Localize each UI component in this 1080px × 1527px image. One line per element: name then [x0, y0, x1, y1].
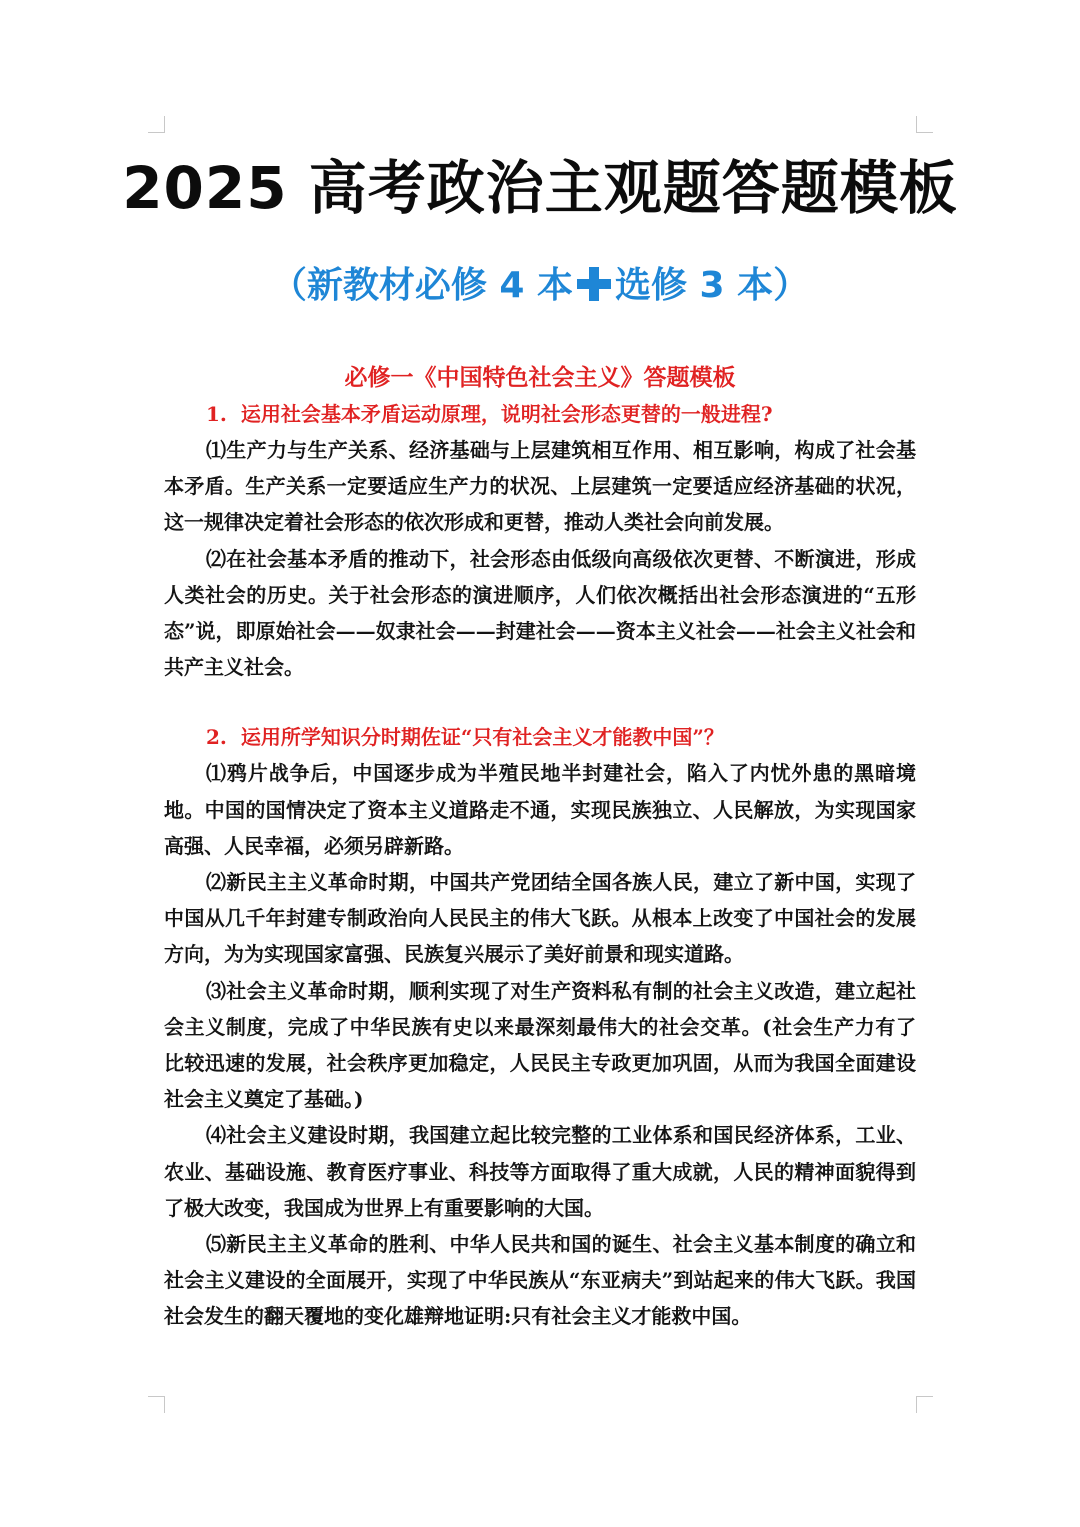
answer-paragraph: ⑵新民主主义革命时期，中国共产党团结全国各族人民，建立了新中国，实现了中国从几千年封建专制政治向人民民主的伟大飞跃。从根本上改变了中国社会的发展方向，为为实现国家富强、民族复兴展示了美好前景和现实道路。: [164, 870, 916, 967]
answer-paragraph: ⑶社会主义革命时期，顺利实现了对生产资料私有制的社会主义改造，建立起社会主义制度，完成了中华民族有史以来最深刻最伟大的社会交革。(社会生产力有了 比较迅速的发展，社会秩序更加稳定，人民民主专政更加巩固，从而为我国全面建设社会主义奠定了基础。): [164, 978, 916, 1112]
subtitle-part-2: 选修 3 本）: [615, 265, 810, 306]
answer-paragraph: ⑴生产力与生产关系、经济基础与上层建筑相互作用、相互影响，构成了社会基本矛盾。生产关系一定要适应生产力的状况、上层建筑一定要适应经济基础的状况，这一规律决定着社会形态的依次形成和更替，推动人类社会向前发展。: [164, 438, 916, 535]
document-body: [164, 360, 916, 1335]
crop-mark-top-right: [916, 116, 933, 133]
section-heading: 必修一《中国特色社会主义》答题模板: [344, 364, 736, 391]
answer-paragraph: ⑴鸦片战争后，中国逐步成为半殖民地半封建社会，陷入了内忧外患的黑暗境地。中国的国情决定了资本主义道路走不通，实现民族独立、人民解放，为实现国家高强、人民幸福，必须另辟新路。: [164, 761, 916, 858]
question-text: 运用社会基本矛盾运动原理，说明社会形态更替的一般进程?: [240, 402, 773, 426]
answer-paragraph: ⑷社会主义建设时期，我国建立起比较完整的工业体系和国民经济体系，工业、农业、基础设施、教育医疗事业、科技等方面取得了重大成就，人民的精神面貌得到了极大改变，我国成为世界上有重要影响的大国。: [164, 1123, 916, 1220]
crop-mark-top-left: [148, 116, 165, 133]
question-1: [164, 396, 916, 432]
question-2: [164, 719, 916, 755]
subtitle-part-1: （新教材必修 4 本: [270, 265, 573, 306]
question-number: 2.: [206, 725, 227, 750]
document-subtitle: [0, 258, 1080, 314]
plus-icon: [577, 267, 611, 301]
answer-paragraph: ⑸新民主主义革命的胜利、中华人民共和国的诞生、社会主义基本制度的确立和社会主义建设的全面展开，实现了中华民族从“东亚病夫”到站起来的伟大飞跃。我国社会发生的翻天覆地的变化雄辩地证明:只有社会主义才能救中国。: [164, 1232, 916, 1329]
section-spacer: [164, 685, 916, 719]
document-title: 2025 高考政治主观题答题模板: [122, 154, 958, 222]
question-number: 1.: [206, 402, 227, 426]
question-text: 运用所学知识分时期佐证“只有社会主义才能教中国”？: [240, 725, 724, 750]
crop-mark-bottom-left: [148, 1396, 165, 1413]
answer-paragraph: ⑵在社会基本矛盾的推动下，社会形态由低级向高级依次更替、不断演进，形成人类社会的历史。关于社会形态的演进顺序，人们依次概括出社会形态演进的“五形态”说，即原始社会——奴隶社会——封建社会——资本主义社会——社会主义社会和共产主义社会。: [164, 546, 916, 680]
crop-mark-bottom-right: [916, 1396, 933, 1413]
